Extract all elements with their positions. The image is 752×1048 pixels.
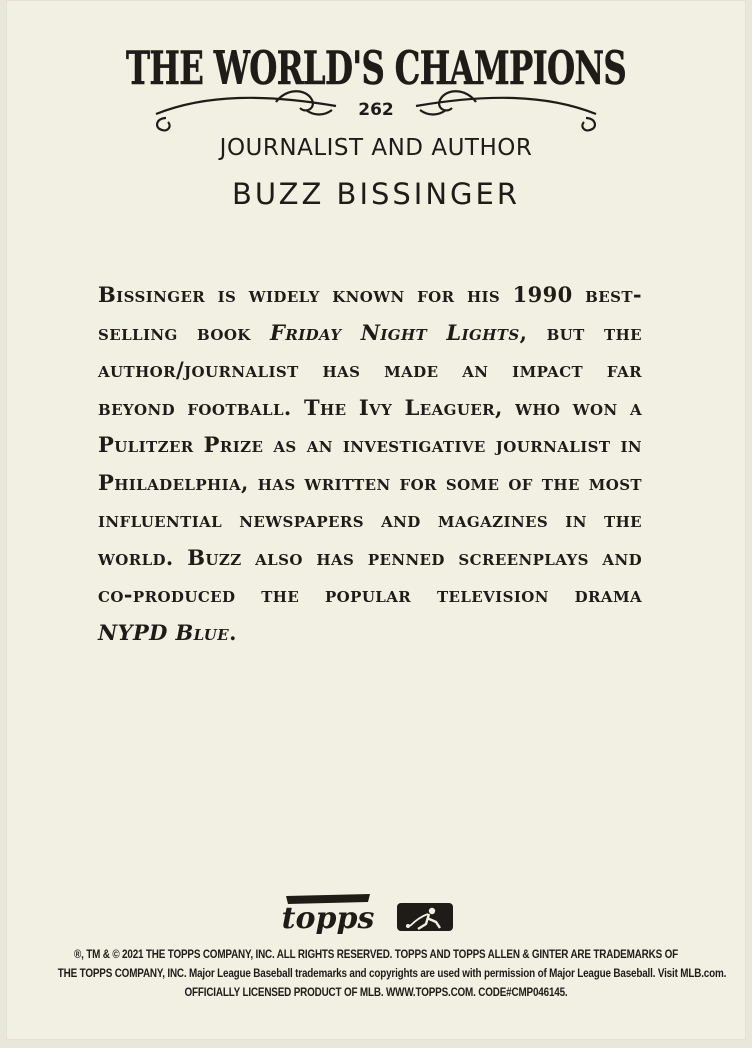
series-title-art [6, 14, 746, 144]
player-name: BUZZ BISSINGER [231, 177, 521, 211]
card-back [6, 0, 746, 1040]
bio-text: Bissinger is widely known for his 1990 best-selling book [98, 282, 642, 345]
series-header [6, 14, 746, 144]
show-title: NYPD Blue [98, 619, 230, 645]
book-title: Friday Night Lights [270, 319, 520, 345]
bio-text: . [229, 619, 237, 645]
bio-paragraph [98, 276, 642, 651]
bio-text: , but the author/journalist has made an impact far beyond football. The Ivy Leaguer, who won a Pulitzer Prize as an investigative journalist in Philadelphia, has written for some of the most influential newspapers and magazines in the world. Buzz also has penned screenplays and co-produced the popular television drama [98, 319, 642, 607]
legal-line: OFFICIALLY LICENSED PRODUCT OF MLB. WWW.TOPPS.COM. CODE#CMP046145. [184, 987, 568, 999]
mlb-logo-icon [396, 902, 454, 932]
legal-text [57, 946, 727, 1003]
series-title: THE WORLD'S CHAMPIONS [126, 41, 626, 95]
legal-line: ®, TM & © 2021 THE TOPPS COMPANY, INC. ALL RIGHTS RESERVED. TOPPS AND TOPPS ALLEN & GINTER ARE TRADEMARKS OF [74, 949, 678, 961]
card-number: 262 [358, 100, 394, 120]
topps-wordmark: topps [282, 901, 374, 934]
player-role: JOURNALIST AND AUTHOR [219, 135, 533, 161]
legal-line: THE TOPPS COMPANY, INC. Major League Baseball trademarks and copyrights are used with permission of Major League Baseball. Visit MLB.com. [57, 968, 727, 980]
topps-logo-icon [282, 890, 374, 934]
logo-row [6, 890, 746, 940]
